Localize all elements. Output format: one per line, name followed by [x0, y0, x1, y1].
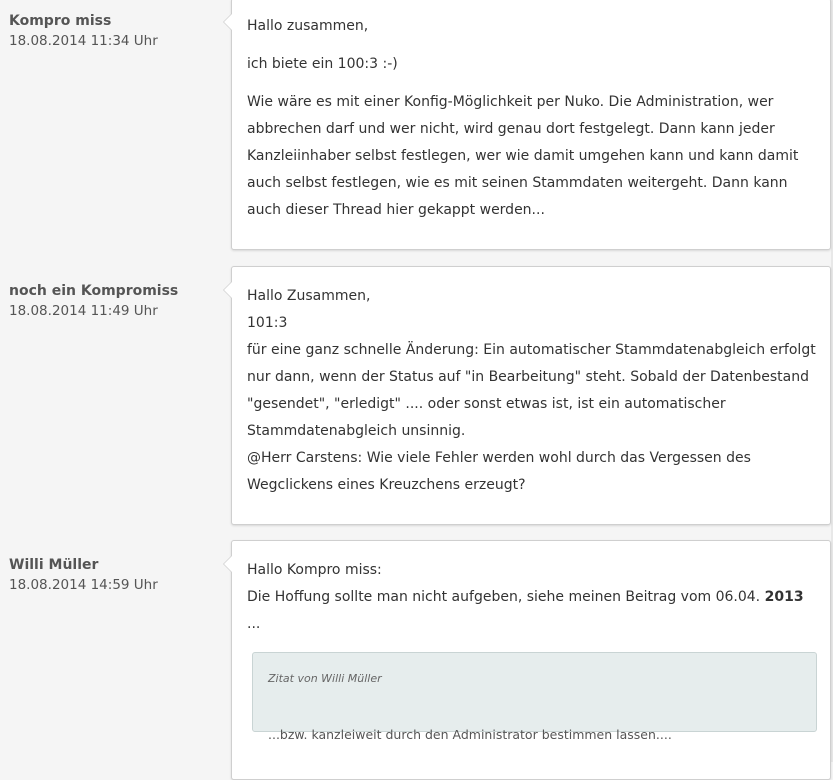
post-body [231, 266, 831, 525]
post-paragraph: Hallo zusammen, [247, 18, 369, 34]
post-greeting: Hallo Kompro miss: [247, 562, 382, 578]
post-meta [9, 12, 224, 51]
post-paragraph: ich biete ein 100:3 :-) [247, 56, 398, 72]
post-meta [9, 556, 224, 595]
post-text-bold: 2013 [764, 589, 804, 605]
post-date: 18.08.2014 11:34 Uhr [9, 33, 158, 49]
post-line: @Herr Carstens: Wie viele Fehler werden wohl durch das Vergessen des Wegclickens eines Kreuzchens erzeugt? [247, 450, 751, 493]
author-name[interactable]: Willi Müller [9, 557, 99, 573]
post-paragraph: Wie wäre es mit einer Konfig-Möglichkeit per Nuko. Die Administration, wer abbrechen darf und wer nicht, wird genau dort festgelegt. Dann kann jeder Kanzleiinhaber selbst festlegen, wer wie damit umgehen kann und kann damit auch selbst festlegen, wie es mit seinen Stammdaten weitergeht. Dann kann auch dieser Thread hier gekappt werden... [247, 94, 799, 218]
post-line: für eine ganz schnelle Änderung: Ein automatischer Stammdatenabgleich erfolgt nur dann, wenn der Status auf "in Bearbeitung" steht. Sobald der Datenbestand "gesendet", "erledigt" .... oder sonst etwas ist, ist ein automatischer Stammdatenabgleich unsinnig. [247, 342, 816, 439]
quote-author: Zitat von Willi Müller [268, 672, 382, 685]
post-date: 18.08.2014 11:49 Uhr [9, 303, 158, 319]
post-meta [9, 282, 224, 321]
post-body [231, 540, 831, 780]
author-name[interactable]: noch ein Kompromiss [9, 283, 179, 299]
post-line: 101:3 [247, 315, 288, 331]
post-line: Hallo Zusammen, [247, 288, 371, 304]
post-text: Die Hoffung sollte man nicht aufgeben, siehe meinen Beitrag vom 06.04. [247, 589, 761, 605]
author-name[interactable]: Kompro miss [9, 13, 112, 29]
post-text: ... [247, 616, 261, 632]
post-line [247, 584, 816, 638]
quote-block [252, 652, 817, 742]
post-date: 18.08.2014 14:59 Uhr [9, 577, 158, 593]
post-body [231, 0, 831, 250]
quote-text: ...bzw. kanzleiweit durch den Administrator bestimmen lassen.... [268, 727, 672, 742]
